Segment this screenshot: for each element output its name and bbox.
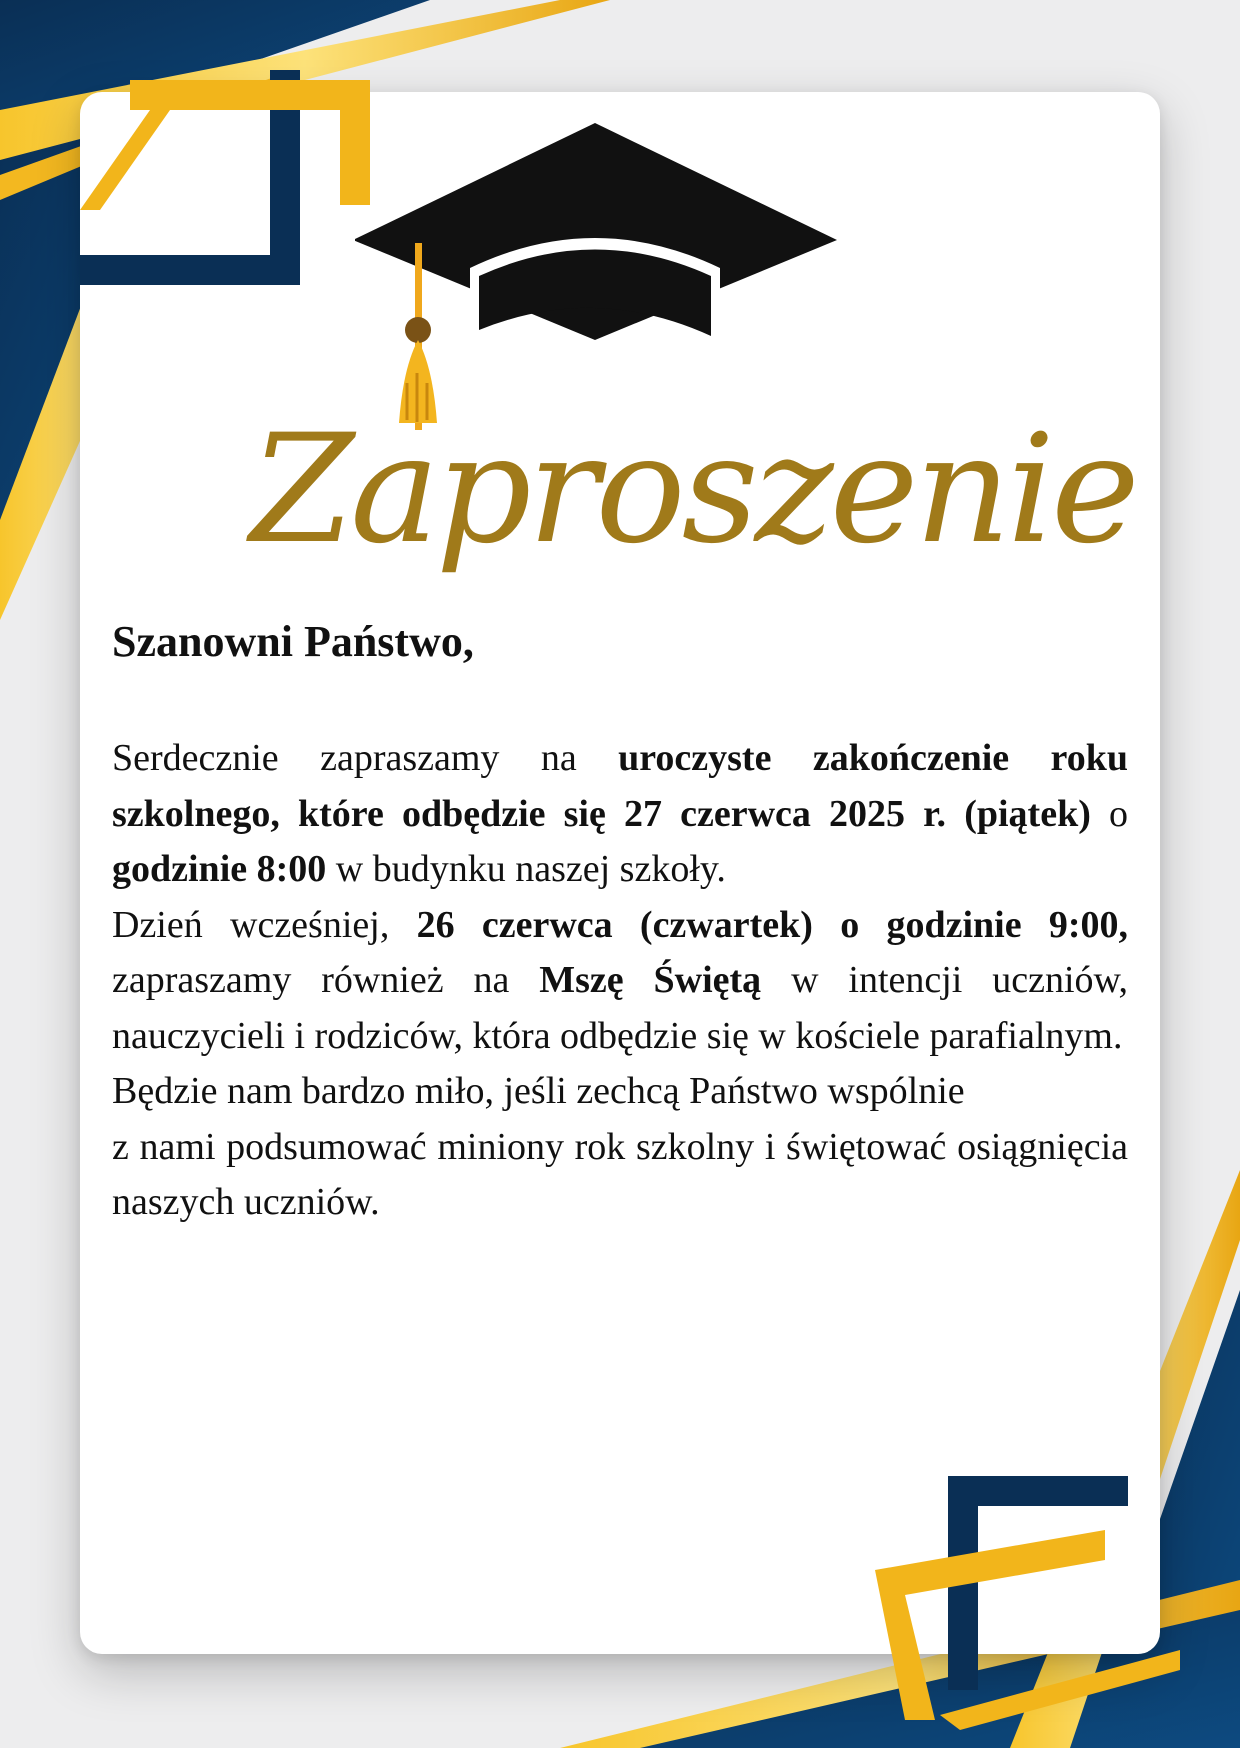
text-span: Serdecznie zapraszamy na <box>112 737 619 779</box>
invitation-title: Zaproszenie <box>250 403 1136 577</box>
salutation: Szanowni Państwo, <box>112 617 474 666</box>
paragraph-ceremony <box>112 731 1128 898</box>
ceremony-time-bold: godzinie 8:00 <box>112 848 327 890</box>
text-span: Dzień wcześniej, <box>112 903 417 946</box>
text-span: z nami podsumować miniony rok szkolny i świętować osiągnięcia naszych uczniów. <box>112 1125 1128 1223</box>
paragraph-closing <box>112 1064 1128 1231</box>
text-span: w budynku naszej szkoły. <box>326 848 726 890</box>
mass-name-bold: Mszę Świętą <box>539 959 762 1001</box>
paragraph-mass <box>112 898 1128 1065</box>
text-span: zapraszamy również na <box>112 959 540 1001</box>
text-span: Będzie nam bardzo miło, jeśli zechcą Państwo wspólnie <box>112 1070 965 1112</box>
ceremony-date-bold: uroczyste zakończenie roku szkolnego, które odbędzie się 27 czerwca 2025 r. (piątek) <box>112 737 1128 835</box>
invitation-body <box>112 731 1128 1231</box>
mass-date-bold: 26 czerwca (czwartek) o godzinie 9:00, <box>416 903 1129 946</box>
text-span: w intencji uczniów, nauczycieli i rodziców, która odbędzie się w kościele parafialnym. <box>112 959 1129 1057</box>
graduation-cap-icon <box>355 118 845 430</box>
text-span: o <box>1090 792 1128 835</box>
